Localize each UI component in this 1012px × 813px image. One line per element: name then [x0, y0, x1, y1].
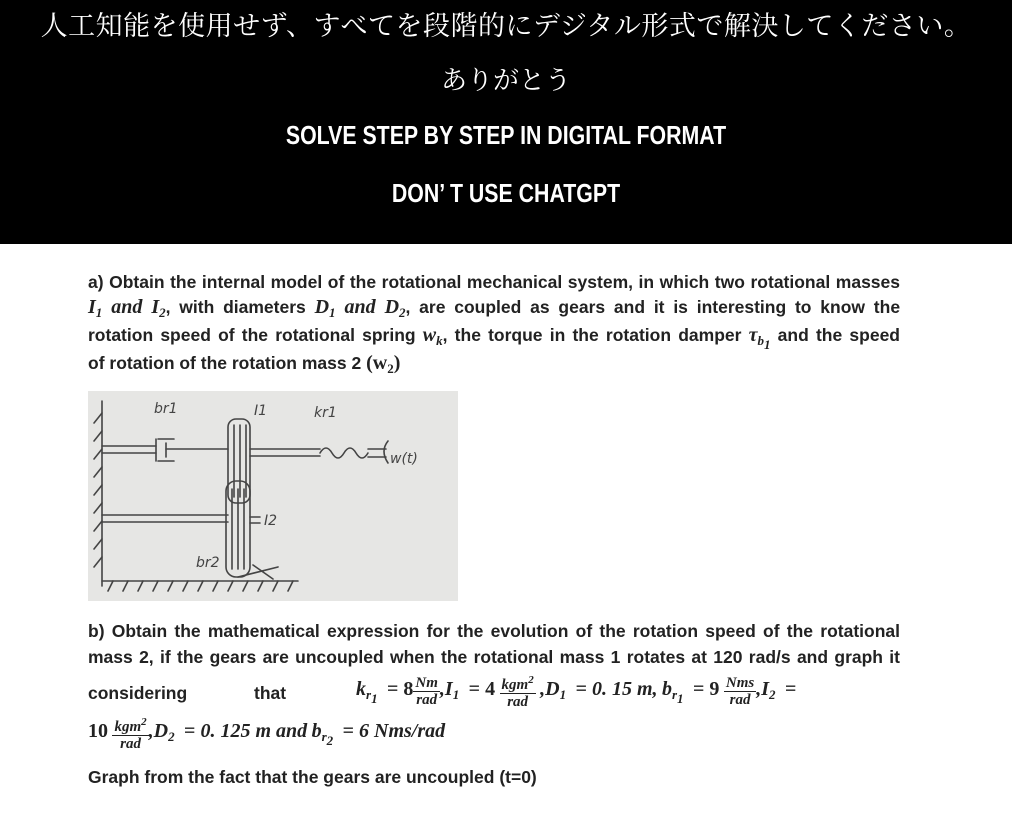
- label-I2: I2: [264, 513, 278, 529]
- considering-word: considering: [88, 683, 188, 703]
- equation-line-2: 10 $\frac{kgm^2}{\text{rad}}$ $,D_2 = 0$. 125 m and $b_{r_2} = 6$ Nms/rad: [88, 716, 446, 752]
- final-instruction: Graph from the fact that the gears are uncoupled (t=0): [88, 767, 537, 787]
- banner-solve-instruction: SOLVE STEP BY STEP IN DIGITAL FORMAT: [285, 120, 727, 150]
- banner-japanese-thanks: ありがとう: [440, 66, 571, 96]
- label-kr1: kr1: [314, 405, 337, 421]
- label-br2: br2: [196, 555, 220, 571]
- label-br1: br1: [154, 401, 178, 417]
- mechanical-system-sketch: [88, 391, 458, 601]
- instruction-banner: [0, 0, 1012, 244]
- part-a-line-3: rotation speed of the rotational spring $w_k$, the torque in the rotation damper $\tau_{b_1}$ and the speed: [88, 324, 900, 352]
- banner-no-chatgpt: DON’ T USE CHATGPT: [391, 178, 621, 208]
- banner-japanese-instruction: 人工知能を使用せず、すべてを段階的にデジタル形式で解決してください。: [40, 11, 972, 42]
- part-a-line-1: a) Obtain the internal model of the rotational mechanical system, in which two rotational masses: [88, 272, 900, 292]
- part-b-line-2: mass 2, if the gears are uncoupled when the rotational mass 1 rotates at 120 rad/s and graph it: [88, 647, 900, 667]
- label-I1: I1: [254, 403, 268, 419]
- that-word: that: [254, 683, 287, 703]
- equation-line-1: $k_{r_1} = 8$ $\frac{Nm}{\text{rad}}$ $,I_1 = 4$ $\frac{kgm^2}{\text{rad}}$ $,D_1 = 0$. 15 m, $b_{r_1} = 9$ $\frac{\text{Nms}}{\text{rad}}$ $,I_2$ =: [356, 674, 797, 710]
- part-a-line-4: of rotation of the rotation mass 2 $(w_2)$: [88, 352, 401, 376]
- sketch-drawing: [88, 391, 458, 601]
- part-b-line-1: b) Obtain the mathematical expression for the evolution of the rotation speed of the rotational: [88, 621, 900, 641]
- label-wt: w(t): [390, 451, 418, 467]
- part-a-line-2: $I_1$ and $I_2$, with diameters $D_1$ and $D_2$, are coupled as gears and it is interesting to know the: [88, 296, 901, 320]
